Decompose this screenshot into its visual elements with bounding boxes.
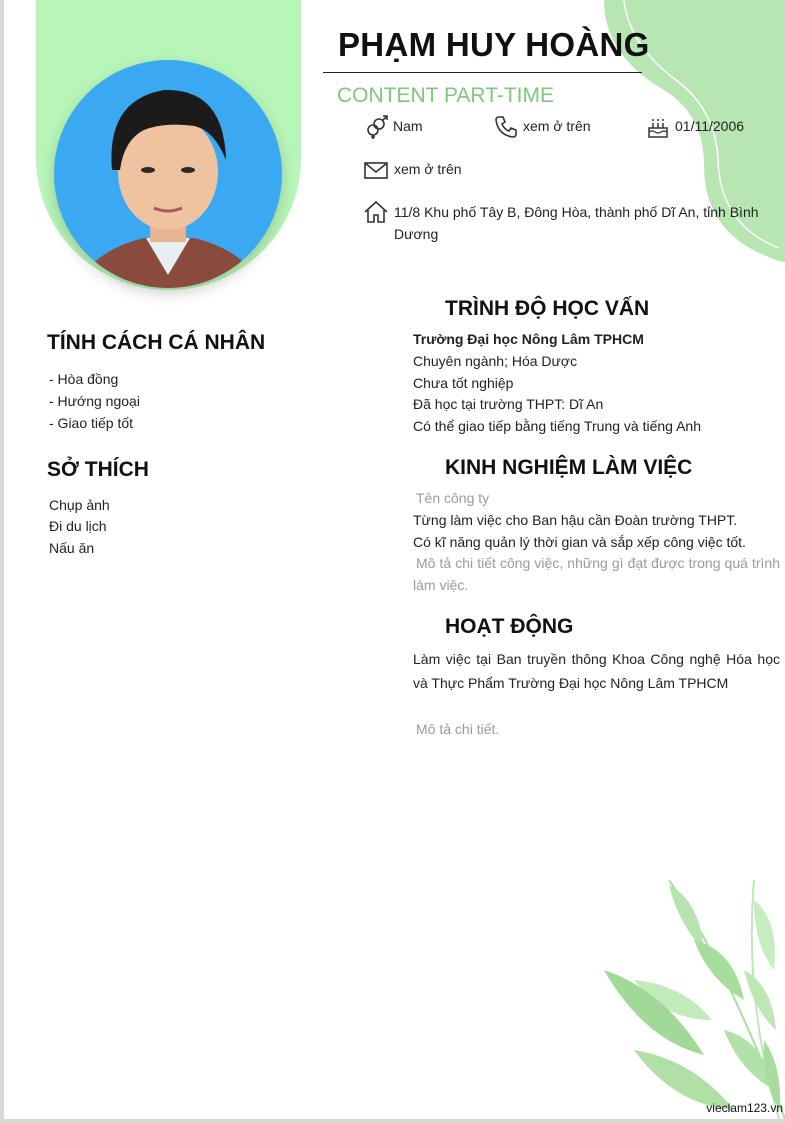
activities-desc-placeholder: Mô tả chi tiết. xyxy=(416,721,500,737)
avatar xyxy=(54,60,282,288)
leaf-decoration-icon xyxy=(594,880,785,1119)
gender-value: Nam xyxy=(393,118,423,134)
email-value: xem ở trên xyxy=(394,161,462,177)
phone-icon xyxy=(494,115,518,139)
education-line: Đã học tại trường THPT: Dĩ An xyxy=(413,396,604,412)
birthday-cake-icon xyxy=(646,115,670,139)
name-underline xyxy=(323,72,642,73)
watermark: vieclam123.vn xyxy=(706,1101,783,1115)
hobby-item: Nấu ăn xyxy=(49,540,95,556)
hobbies-title: SỞ THÍCH xyxy=(47,458,149,481)
experience-line: Từng làm việc cho Ban hậu cần Đoàn trường THPT. xyxy=(413,512,738,528)
activities-text: Làm việc tại Ban truyền thông Khoa Công nghệ Hóa học và Thực Phẩm Trường Đại học Nông Lâm TPHCM xyxy=(413,651,780,691)
envelope-icon xyxy=(364,158,388,182)
address-value: 11/8 Khu phố Tây B, Đông Hòa, thành phố Dĩ An, tỉnh Bình Dương xyxy=(394,204,759,242)
experience-line: Có kĩ năng quản lý thời gian và sắp xếp công việc tốt. xyxy=(413,534,746,550)
hobby-item: Chụp ảnh xyxy=(49,497,110,513)
birthday-value: 01/11/2006 xyxy=(675,118,745,134)
experience-company-placeholder: Tên công ty xyxy=(416,490,490,506)
candidate-name: PHẠM HUY HOÀNG xyxy=(338,26,650,63)
personality-item: - Hòa đồng xyxy=(49,371,119,387)
job-position: CONTENT PART-TIME xyxy=(337,84,555,107)
personality-item: - Giao tiếp tốt xyxy=(49,415,134,431)
experience-desc-placeholder: Mô tả chi tiết công việc, những gì đạt được trong quá trình làm việc. xyxy=(413,555,780,593)
education-line: Chuyên ngành; Hóa Dược xyxy=(413,353,578,369)
phone-value: xem ở trên xyxy=(523,118,591,134)
education-line: Có thể giao tiếp bằng tiếng Trung và tiếng Anh xyxy=(413,418,701,434)
gender-icon xyxy=(364,115,388,139)
home-icon xyxy=(364,200,388,224)
personality-title: TÍNH CÁCH CÁ NHÂN xyxy=(47,331,266,354)
hobby-item: Đi du lịch xyxy=(49,518,107,534)
education-line: Chưa tốt nghiệp xyxy=(413,375,514,391)
personality-item: - Hướng ngoại xyxy=(49,393,140,409)
education-school: Trường Đại học Nông Lâm TPHCM xyxy=(413,331,644,347)
cv-page xyxy=(4,0,785,1119)
activities-title: HOẠT ĐỘNG xyxy=(445,615,574,638)
education-title: TRÌNH ĐỘ HỌC VẤN xyxy=(445,297,650,320)
experience-title: KINH NGHIỆM LÀM VIỆC xyxy=(445,456,693,479)
